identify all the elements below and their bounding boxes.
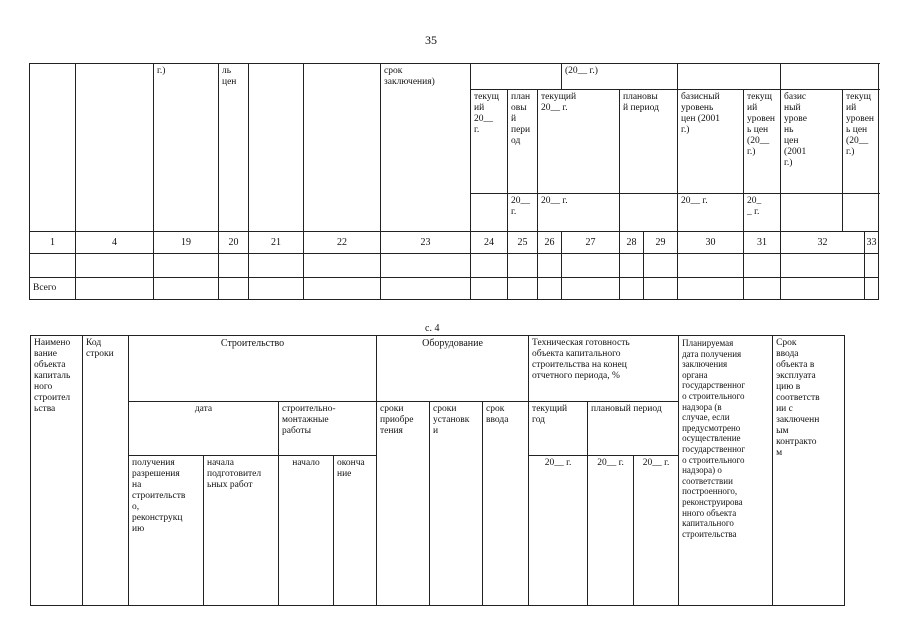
header-26-27: текущий 20__ г. bbox=[538, 90, 620, 194]
construction-header: Строительство bbox=[129, 336, 377, 402]
eq-commission-header: срок ввода bbox=[483, 402, 529, 606]
readiness-header: Техническая готовность объекта капитального строительства на конец отчетного периода, % bbox=[529, 336, 679, 402]
planned-period-header: плановый период bbox=[588, 402, 679, 456]
cm-works-header: строительно- монтажные работы bbox=[279, 402, 377, 456]
prep-start-header: начала подготовител ьных работ bbox=[204, 456, 279, 606]
year-24 bbox=[471, 194, 508, 232]
header-25: план овы й пери од bbox=[508, 90, 538, 194]
header-col4 bbox=[76, 64, 154, 232]
header-col19: г.) bbox=[154, 64, 219, 232]
year-30: 20_ _ г. bbox=[744, 194, 781, 232]
col-number: 26 bbox=[538, 232, 562, 254]
data-row bbox=[30, 254, 879, 278]
year-31 bbox=[781, 194, 843, 232]
year-25: 20__ г. bbox=[508, 194, 538, 232]
year-32 bbox=[843, 194, 879, 232]
term-header: Срок ввода объекта в эксплуата цию в соответств ии с заключенн ым контракто м bbox=[773, 336, 845, 606]
header-col1 bbox=[30, 64, 76, 232]
start-header: начало bbox=[279, 456, 334, 606]
eq-acquire-header: сроки приобре тения bbox=[377, 402, 430, 606]
header-col21 bbox=[249, 64, 304, 232]
end-header: оконча ние bbox=[334, 456, 377, 606]
year-plan-2: 20__ г. bbox=[634, 456, 679, 606]
header-group-mid bbox=[678, 64, 781, 90]
header-col22 bbox=[304, 64, 381, 232]
header-31: базис ный урове нь цен (2001 г.) bbox=[781, 90, 843, 194]
year-28 bbox=[620, 194, 678, 232]
permit-header: получения разрешения на строительств о, реконструкц ию bbox=[129, 456, 204, 606]
col-number: 28 bbox=[620, 232, 644, 254]
year-29: 20__ г. bbox=[678, 194, 744, 232]
equipment-header: Оборудование bbox=[377, 336, 529, 402]
header-col23: срок заключения) bbox=[381, 64, 471, 232]
col-number: 27 bbox=[562, 232, 620, 254]
eq-install-header: сроки установк и bbox=[430, 402, 483, 606]
header-28: плановы й период bbox=[620, 90, 678, 194]
col-number: 4 bbox=[76, 232, 154, 254]
header-29: базисный уровень цен (2001 г.) bbox=[678, 90, 744, 194]
code-header: Код строки bbox=[83, 336, 129, 606]
header-24: текущ ий 20__ г. bbox=[471, 90, 508, 194]
year-plan-1: 20__ г. bbox=[588, 456, 634, 606]
col-number: 25 bbox=[508, 232, 538, 254]
col-number: 33 bbox=[865, 232, 879, 254]
col-number: 22 bbox=[304, 232, 381, 254]
name-header: Наимено вание объекта капиталь ного строител ьства bbox=[31, 336, 83, 606]
col-number: 23 bbox=[381, 232, 471, 254]
header-col20: ль цен bbox=[219, 64, 249, 232]
year-26-27: 20__ г. bbox=[538, 194, 620, 232]
column-number-row bbox=[30, 232, 879, 254]
current-year-header: текущий год bbox=[529, 402, 588, 456]
header-group-year: (20__ г.) bbox=[562, 64, 678, 90]
col-number: 19 bbox=[154, 232, 219, 254]
bottom-table bbox=[30, 335, 845, 606]
total-row bbox=[30, 278, 879, 300]
page-number: 35 bbox=[425, 33, 437, 47]
col-number: 24 bbox=[471, 232, 508, 254]
date-header: дата bbox=[129, 402, 279, 456]
section-label: с. 4 bbox=[425, 323, 440, 334]
top-table bbox=[29, 63, 879, 300]
col-number: 32 bbox=[781, 232, 865, 254]
header-group-right bbox=[781, 64, 879, 90]
header-32: текущий уровень цен (20__ г.) bbox=[843, 90, 879, 194]
planned-date-header: Планируемая дата получения заключения органа государственног о строительного надзора (в случае, если предусмотрено осуществление государственног о строительного надзора) о соответствии построенного, реконструирова нного объекта капитального строительства bbox=[679, 336, 773, 606]
col-number: 21 bbox=[249, 232, 304, 254]
col-number: 29 bbox=[644, 232, 678, 254]
col-number: 31 bbox=[744, 232, 781, 254]
col-number: 1 bbox=[30, 232, 76, 254]
col-number: 30 bbox=[678, 232, 744, 254]
header-30: текущ ий уровен ь цен (20__ г.) bbox=[744, 90, 781, 194]
col-number: 20 bbox=[219, 232, 249, 254]
header-group-left bbox=[471, 64, 562, 90]
total-label: Всего bbox=[30, 278, 76, 300]
year-current: 20__ г. bbox=[529, 456, 588, 606]
